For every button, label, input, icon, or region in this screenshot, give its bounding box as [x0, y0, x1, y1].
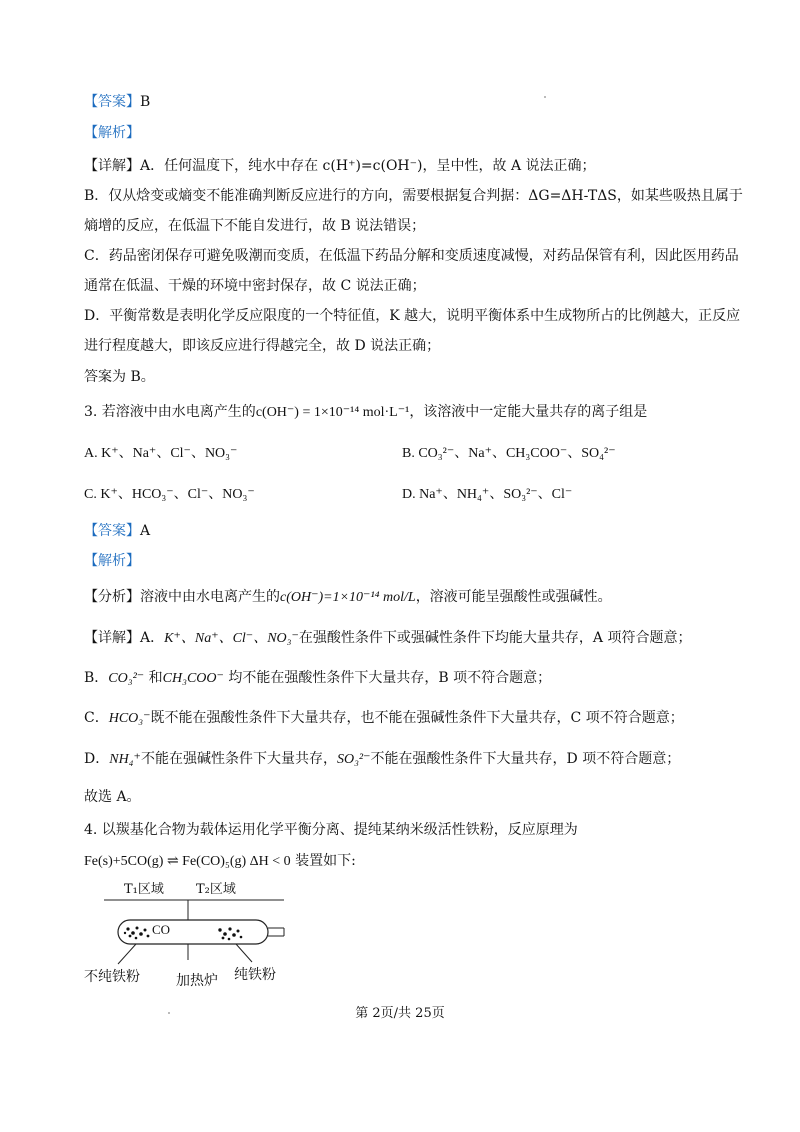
- detail-b-post: 均不能在强酸性条件下大量共存，B 项不符合题意；: [223, 670, 552, 686]
- q2-analysis-tag: [84, 123, 716, 143]
- apparatus-diagram: [84, 878, 314, 992]
- q2-detail-b2: 熵增的反应，在低温下不能自发进行，故 B 说法错误；: [84, 218, 426, 234]
- q3-option-b: B. CO₃²⁻、Na⁺、CH₃COO⁻、SO₄²⁻: [402, 446, 616, 461]
- q3-stem: [84, 402, 716, 423]
- answer-tag: 【答案】: [84, 94, 140, 110]
- q2-detail-c2: 通常在低温、干燥的环境中密封保存，故 C 说法正确；: [84, 278, 426, 294]
- q3-option-c: C. K⁺、HCO₃⁻、Cl⁻、NO₃⁻: [84, 487, 255, 502]
- analysis-tag: 【解析】: [84, 125, 140, 141]
- t1-region-label: T₁区域: [124, 882, 164, 897]
- q3-option-d: D. Na⁺、NH₄⁺、SO₃²⁻、Cl⁻: [402, 487, 573, 502]
- detail-b-and: 和: [144, 670, 163, 686]
- detail-c-post: 既不能在强酸性条件下大量共存，也不能在强碱性条件下大量共存，C 项不符合题意；: [150, 710, 684, 726]
- q4-reaction: Fe(s)+5CO(g) ⇌ Fe(CO)₅(g) ΔH < 0: [84, 854, 291, 869]
- detail-tag: 【详解】: [84, 630, 140, 646]
- detail-a-ions: K⁺、Na⁺、Cl⁻、NO₃⁻: [164, 631, 299, 646]
- q4-reaction-post: 装置如下:: [295, 853, 356, 869]
- detail-b-ion2: CH₃COO⁻: [162, 671, 224, 686]
- detail-d-post: 不能在强酸性条件下大量共存，D 项不符合题意；: [370, 751, 681, 767]
- impure-iron-powder: [124, 927, 150, 940]
- impure-pointer: [118, 944, 136, 964]
- detail-d-ion1: NH₄⁺: [109, 752, 141, 767]
- detail-d-pre: D．: [84, 751, 110, 767]
- q3-detail-a: [84, 628, 716, 649]
- q3-stem-equation: c(OH⁻) = 1×10⁻¹⁴ mol·L⁻¹: [255, 405, 410, 420]
- co-label: CO: [152, 922, 171, 937]
- detail-a-text: A．任何温度下，纯水中存在 c(H⁺)=c(OH⁻)，呈中性，故 A 说法正确；: [140, 158, 596, 174]
- fenxi-pre: 溶液中由水电离产生的: [140, 589, 280, 605]
- detail-d-mid: 不能在强碱性条件下大量共存，: [140, 751, 337, 767]
- t2-region-label: T₂区域: [196, 882, 236, 897]
- q3-option-a: A. K⁺、Na⁺、Cl⁻、NO₃⁻: [84, 446, 238, 461]
- detail-b-ion1: CO₃²⁻: [108, 671, 145, 686]
- furnace-label: 加热炉: [176, 973, 218, 989]
- q2-conclusion: 答案为 B。: [84, 369, 155, 385]
- q3-fenxi: [84, 587, 716, 608]
- q3-stem-post: ，该溶液中一定能大量共存的离子组是: [409, 404, 648, 420]
- detail-a-pre: A．: [140, 630, 165, 646]
- q3-detail-c: [84, 708, 716, 729]
- q2-detail-a: [84, 156, 716, 176]
- detail-c-ion: HCO₃⁻: [108, 711, 151, 726]
- q3-answer-line: [84, 521, 716, 541]
- detail-c-pre: C．: [84, 710, 109, 726]
- answer-value: A: [140, 523, 151, 539]
- q4-reaction-line: [84, 851, 716, 872]
- page-footer: 第 2页/共 25页: [355, 1006, 445, 1021]
- pure-iron-label: 纯铁粉: [234, 967, 276, 983]
- q2-answer-line: [84, 92, 716, 112]
- fenxi-equation: c(OH⁻)=1×10⁻¹⁴ mol/L: [280, 590, 416, 605]
- pure-iron-powder: [218, 927, 242, 940]
- fenxi-post: ，溶液可能呈强酸性或强碱性。: [415, 589, 612, 605]
- q3-detail-d: [84, 749, 716, 770]
- impure-iron-label: 不纯铁粉: [84, 969, 140, 985]
- scan-speck: [544, 96, 546, 98]
- q4-stem: 4. 以羰基化合物为载体运用化学平衡分离、提纯某纳米级活性铁粉，反应原理为: [84, 822, 578, 838]
- answer-tag: 【答案】: [84, 523, 140, 539]
- q3-detail-b: [84, 668, 716, 689]
- detail-tag: 【详解】: [84, 158, 140, 174]
- q3-analysis-tag: [84, 551, 716, 571]
- detail-a-post: 在强酸性条件下或强碱性条件下均能大量共存，A 项符合题意；: [298, 630, 692, 646]
- fenxi-tag: 【分析】: [84, 589, 140, 605]
- analysis-tag: 【解析】: [84, 553, 140, 569]
- reaction-tube: [118, 920, 268, 944]
- q2-detail-c1: C．药品密闭保存可避免吸潮而变质，在低温下药品分解和变质速度减慢，对药品保管有利，因此医用药品: [84, 248, 739, 264]
- q2-detail-b1: B．仅从焓变或熵变不能准确判断反应进行的方向，需要根据复合判据：ΔG=ΔH-TΔS，如某些吸热且属于: [84, 188, 743, 204]
- answer-value: B: [140, 94, 151, 110]
- detail-d-ion2: SO₃²⁻: [336, 752, 371, 767]
- detail-b-pre: B．: [84, 670, 109, 686]
- q2-detail-d2: 进行程度越大，即该反应进行得越完全，故 D 说法正确；: [84, 338, 441, 354]
- pure-pointer: [236, 944, 252, 962]
- q2-detail-d1: D．平衡常数是表明化学反应限度的一个特征值，K 越大，说明平衡体系中生成物所占的比例越大，正反应: [84, 308, 741, 324]
- q3-conclusion: 故选 A。: [84, 789, 141, 805]
- q3-stem-pre: 3. 若溶液中由水电离产生的: [84, 404, 256, 420]
